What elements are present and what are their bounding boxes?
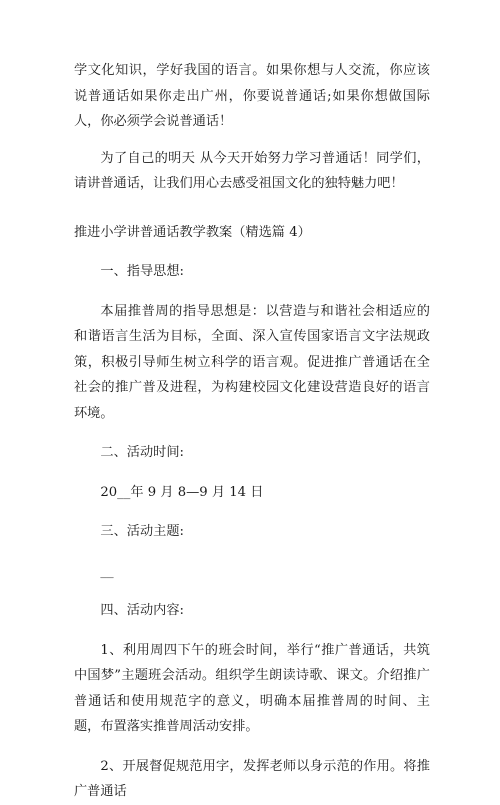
section-heading: 一、指导思想: [100, 264, 184, 279]
section-heading: 二、活动时间: [100, 445, 184, 460]
body-paragraph: 本届推普周的指导思想是：以营造与和谐社会相适应的和谐语言生活为目标，全面、深入宣传国家语言文字法规政策，积极引导师生树立科学的语言观。促进推广普通话在全社会的推广普及进程，为构建校园文化建设营造良好的语言环境。 [74, 303, 430, 421]
theme-blank: __ [100, 563, 114, 579]
section-heading: 三、活动主题: [100, 524, 184, 539]
body-paragraph: 学文化知识，学好我国的语言。如果你想与人交流，你应该说普通话如果你走出广州，你要说普通话;如果你想做国际人，你必须学会说普通话！ [74, 63, 430, 129]
body-paragraph: 1、利用周四下午的班会时间，举行“推广普通话，共筑中国梦”主题班会活动。组织学生朗读诗歌、课文。介绍推广普通话和使用规范字的意义，明确本届推普周的时间、主题，布置落实推普周活动安排。 [74, 642, 430, 734]
section-title: 推进小学讲普通话教学教案（精选篇 4） [74, 224, 311, 240]
body-paragraph: 为了自己的明天 从今天开始努力学习普通话！同学们，请讲普通话，让我们用心去感受祖国文化的独特魅力吧！ [74, 150, 430, 191]
date-range: 20__年 9 月 8—9 月 14 日 [100, 484, 264, 500]
document-page [74, 58, 430, 805]
body-paragraph: 2、开展督促规范用字，发挥老师以身示范的作用。将推广普通话 [74, 758, 430, 799]
section-heading: 四、活动内容: [100, 603, 184, 618]
